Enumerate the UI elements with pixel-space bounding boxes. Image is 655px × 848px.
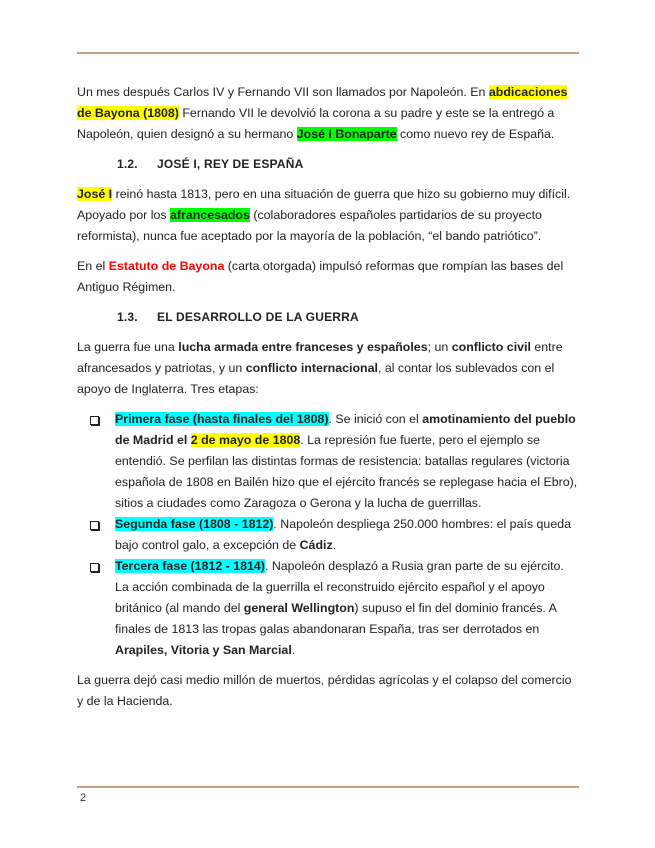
- paragraph-guerra: La guerra fue una lucha armada entre franceses y españoles; un conflicto civil entre afrancesados y patriotas, y un conflicto internacional, al contar los sublevados con el apoyo de Inglaterra. Tres etapas:: [77, 340, 563, 396]
- highlight-jose-bonaparte: José I Bonaparte: [296, 127, 397, 141]
- page-number: 2: [80, 792, 87, 804]
- highlight-jose-i: José I: [77, 187, 113, 201]
- list-item-tercera-fase: Tercera fase (1812 - 1814). Napoleón desplazó a Rusia gran parte de su ejército. La acción combinada de la guerrilla el reconstruido ejército español y el apoyo británico (al mando del general Wellington) supuso el fin del dominio francés. A finales de 1813 las tropas galas abandonaran España, tras ser derrotados en Arapiles, Vitoria y San Marcial.: [115, 556, 579, 661]
- list-item-primera-fase: Primera fase (hasta finales del 1808). Se inició con el amotinamiento del pueblo de Madrid el 2 de mayo de 1808. La represión fue fuerte, pero el ejemplo se entendió. Se perfilan las distintas formas de resistencia: batallas regulares (victoria española de 1808 en Bailén hizo que el ejército francés se replegase hacia el Ebro), sitios a ciudades como Zaragoza o Gerona y la lucha de guerrillas.: [115, 409, 579, 514]
- paragraph-jose-i: José I reinó hasta 1813, pero en una situación de guerra que hizo su gobierno muy difícil. Apoyado por los afrancesados (colaboradores españoles partidarios de su proyecto reformista), nunca fue aceptado por la mayoría de la población, “el bando patriótico”.: [77, 187, 571, 243]
- phases-list: [77, 409, 579, 661]
- highlight-abdicaciones: abdicaciones de Bayona (1808): [77, 85, 568, 120]
- checkbox-bullet-icon: [90, 563, 99, 572]
- list-item-segunda-fase: Segunda fase (1808 - 1812). Napoleón despliega 250.000 hombres: el país queda bajo control galo, a excepción de Cádiz.: [115, 514, 579, 556]
- section-heading-1-3: 1.3. EL DESARROLLO DE LA GUERRA: [117, 310, 359, 324]
- section-heading-1-2: 1.2. JOSÉ I, REY DE ESPAÑA: [117, 157, 304, 171]
- page-content: [77, 82, 579, 721]
- checkbox-bullet-icon: [90, 521, 99, 530]
- header-rule: [77, 52, 579, 54]
- highlight-afrancesados: afrancesados: [170, 208, 250, 222]
- checkbox-bullet-icon: [90, 416, 99, 425]
- paragraph-estatuto: En el Estatuto de Bayona (carta otorgada) impulsó reformas que rompían las bases del Antiguo Régimen.: [77, 259, 564, 294]
- paragraph-abdicaciones: Un mes después Carlos IV y Fernando VII son llamados por Napoleón. En abdicaciones de Bayona (1808) Fernando VII le devolvió la corona a su padre y este se la entregó a Napoleón, quien designó a su hermano José I Bonaparte como nuevo rey de España.: [77, 85, 568, 141]
- paragraph-consecuencias: La guerra dejó casi medio millón de muertos, pérdidas agrícolas y el colapso del comercio y de la Hacienda.: [77, 673, 572, 708]
- red-estatuto-bayona: Estatuto de Bayona: [108, 259, 225, 273]
- footer-rule: [77, 786, 579, 788]
